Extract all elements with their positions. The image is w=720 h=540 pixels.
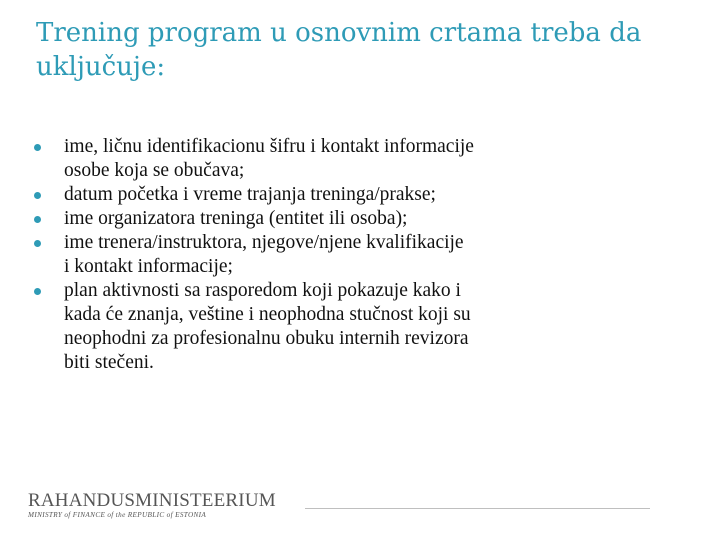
bullet-list: [30, 135, 700, 375]
bullet-line: neophodni za profesionalnu obuku internih revizora: [64, 328, 469, 349]
ministry-logo: [28, 491, 276, 520]
bullet-line: i kontakt informacije;: [64, 256, 233, 277]
bullet-item: [30, 183, 700, 207]
title-line: uključuje:: [36, 52, 166, 82]
logo-sub-text: MINISTRY of FINANCE of the REPUBLIC of ESTONIA: [28, 511, 207, 519]
bullet-line: kada će znanja, veštine i neophodna stučnost koji su: [64, 304, 471, 325]
slide-title: [36, 16, 696, 84]
bullet-line: biti stečeni.: [64, 352, 154, 373]
bullet-line: ime organizatora treninga (entitet ili osoba);: [64, 208, 408, 229]
bullet-item: [30, 207, 700, 231]
bullet-line: osobe koja se obučava;: [64, 160, 245, 181]
bullet-line: datum početka i vreme trajanja treninga/prakse;: [64, 184, 436, 205]
bullet-line: ime trenera/instruktora, njegove/njene kvalifikacije: [64, 232, 464, 253]
title-line: Trening program u osnovnim crtama treba da: [36, 18, 642, 48]
bullet-item: [30, 231, 700, 279]
bullet-line: ime, ličnu identifikacionu šifru i kontakt informacije: [64, 136, 474, 157]
bullet-item: [30, 279, 700, 375]
footer-divider: [305, 508, 650, 509]
logo-main-text: RAHANDUSMINISTEERIUM: [28, 490, 276, 511]
bullet-item: [30, 135, 700, 183]
bullet-line: plan aktivnosti sa rasporedom koji pokazuje kako i: [64, 280, 461, 301]
